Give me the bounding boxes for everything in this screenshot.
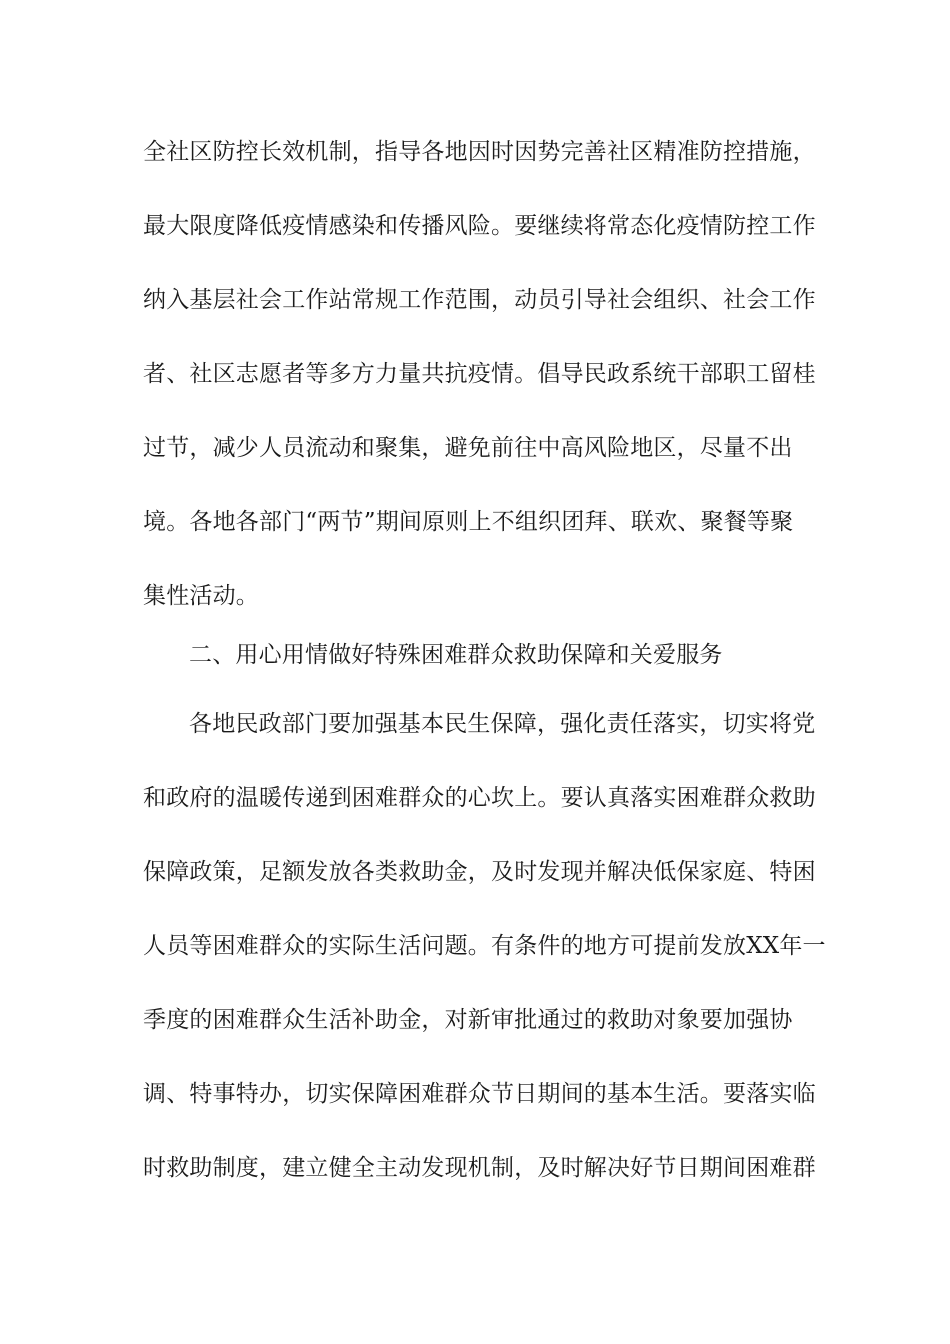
body-text-line: 过节，减少人员流动和聚集，避免前往中高风险地区，尽量不出 [143, 435, 793, 461]
body-text-line: 最大限度降低疫情感染和传播风险。要继续将常态化疫情防控工作 [143, 213, 816, 239]
body-text-line: 境。各地各部门“两节”期间原则上不组织团拜、联欢、聚餐等聚 [143, 509, 794, 535]
body-text-line: 全社区防控长效机制，指导各地因时因势完善社区精准防控措施， [143, 139, 816, 165]
body-text-line: 者、社区志愿者等多方力量共抗疫情。倡导民政系统干部职工留桂 [143, 361, 816, 387]
body-text-line: 保障政策，足额发放各类救助金，及时发现并解决低保家庭、特困 [143, 859, 816, 885]
body-text-line: 人员等困难群众的实际生活问题。有条件的地方可提前发放XX年一 [143, 933, 826, 959]
body-text-line: 纳入基层社会工作站常规工作范围，动员引导社会组织、社会工作 [143, 287, 816, 313]
body-text-line: 和政府的温暖传递到困难群众的心坎上。要认真落实困难群众救助 [143, 785, 816, 811]
body-text-line: 调、特事特办，切实保障困难群众节日期间的基本生活。要落实临 [143, 1081, 816, 1107]
body-text-line: 时救助制度，建立健全主动发现机制，及时解决好节日期间困难群 [143, 1155, 816, 1181]
body-text-line: 集性活动。 [143, 583, 259, 609]
body-text-line: 季度的困难群众生活补助金，对新审批通过的救助对象要加强协 [143, 1007, 793, 1033]
paragraph-first-line: 各地民政部门要加强基本民生保障，强化责任落实，切实将党 [189, 711, 816, 737]
section-heading: 二、用心用情做好特殊困难群众救助保障和关爱服务 [189, 642, 723, 668]
